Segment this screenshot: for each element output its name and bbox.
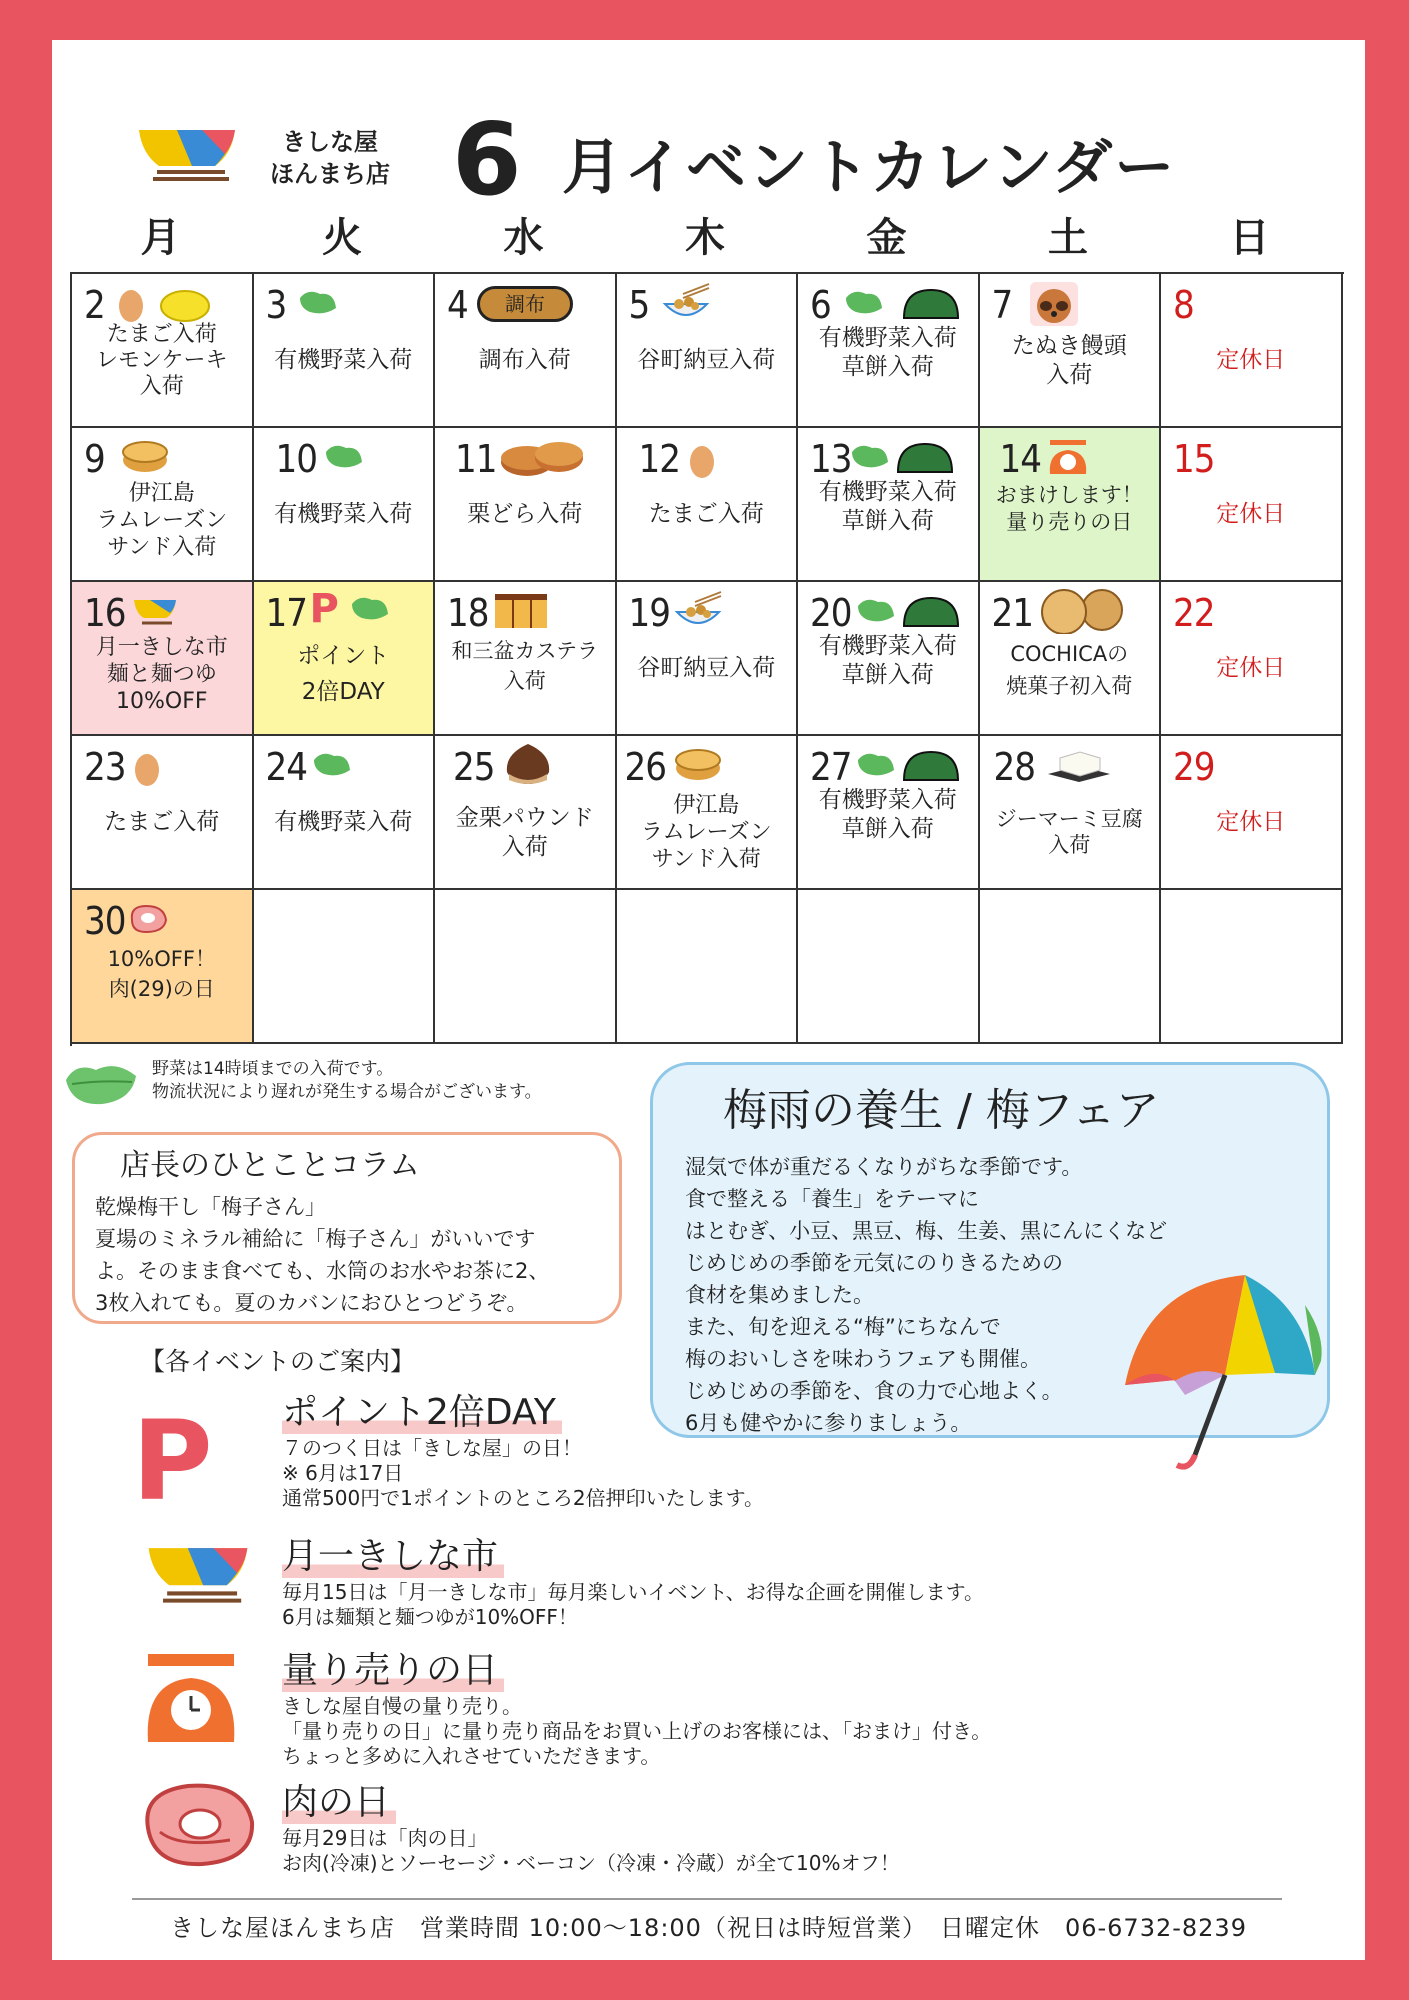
chestnut-icon xyxy=(503,742,553,786)
manager-column-box xyxy=(72,1132,622,1324)
meat-icon xyxy=(128,902,168,934)
weekday-tue: 火 xyxy=(322,215,362,261)
day-cell-24 xyxy=(254,736,436,890)
event-title-hakari: 量り売りの日 xyxy=(282,1650,504,1692)
empty-cell xyxy=(617,890,799,1044)
day-number: 11 xyxy=(455,437,497,481)
day-event-text: たまご入荷 xyxy=(104,809,220,835)
day-cell-19 xyxy=(617,582,799,736)
dorayaki-icon xyxy=(497,436,587,480)
day-number: 24 xyxy=(265,745,307,789)
cookies-icon xyxy=(1032,586,1126,634)
day-number: 10 xyxy=(275,437,317,481)
day-cell-3 xyxy=(254,274,436,428)
event-body-ichi: 毎月15日は「月一きしな市」毎月楽しいイベント、お得な企画を開催します。 6月は麺類と麺つゆが10%OFF！ xyxy=(282,1580,985,1629)
day-number: 25 xyxy=(453,745,495,789)
day-event-text: 有機野菜入荷 xyxy=(274,501,413,527)
point-p-icon: P xyxy=(309,586,339,632)
day-number: 23 xyxy=(84,745,126,789)
scale-icon xyxy=(1046,438,1090,476)
chofu-sweet-icon: 調布 xyxy=(477,286,573,322)
day-event-text: 谷町納豆入荷 xyxy=(637,347,776,373)
kusamochi-icon xyxy=(902,286,960,320)
day-event-text: 金栗パウンド 入荷 xyxy=(455,805,594,860)
day-cell-25 xyxy=(435,736,617,890)
day-number: 30 xyxy=(84,899,126,943)
weekday-mon: 月 xyxy=(140,215,181,261)
day-cell-14 xyxy=(980,428,1162,582)
day-cell-17 xyxy=(254,582,436,736)
day-number: 17 xyxy=(265,591,307,635)
day-event-text: 伊江島 ラムレーズン サンド入荷 xyxy=(96,481,228,560)
day-number: 12 xyxy=(638,437,680,481)
day-number: 27 xyxy=(810,745,852,789)
day-cell-26 xyxy=(617,736,799,890)
day-cell-16 xyxy=(72,582,254,736)
day-cell-6 xyxy=(798,274,980,428)
sandwich-cookie-icon xyxy=(673,744,723,784)
empty-cell xyxy=(254,890,436,1044)
day-event-text: ジーマーミ豆腐 入荷 xyxy=(995,807,1143,857)
lemon-icon xyxy=(158,286,212,322)
day-event-text: 有機野菜入荷 xyxy=(274,347,413,373)
meat-icon xyxy=(140,1778,258,1870)
day-cell-7 xyxy=(980,274,1162,428)
day-cell-21 xyxy=(980,582,1162,736)
day-event-text: 有機野菜入荷 草餅入荷 xyxy=(818,787,957,842)
empty-cell xyxy=(798,890,980,1044)
day-cell-4 xyxy=(435,274,617,428)
point-p-icon: P xyxy=(132,1397,213,1525)
event-title-point: ポイント2倍DAY xyxy=(282,1392,562,1434)
day-number: 9 xyxy=(84,437,105,481)
day-event-text: 有機野菜入荷 草餅入荷 xyxy=(818,325,957,380)
vegetable-icon xyxy=(856,596,896,626)
bowl-logo-icon xyxy=(144,1542,252,1614)
vegetable-note: 野菜は14時頃までの入荷です。 物流状況により遅れが発生する場合がございます。 xyxy=(152,1059,542,1102)
day-event-text: たまご入荷 レモンケーキ 入荷 xyxy=(95,322,228,399)
day-event-text: COCHICAの 焼菓子初入荷 xyxy=(1006,642,1133,698)
day-event-text: おまけします！ 量り売りの日 xyxy=(995,483,1143,534)
event-body-hakari: きしな屋自慢の量り売り。 「量り売りの日」に量り売り商品をお買い上げのお客様には、「おまけ」付き。 ちょっと多めに入れさせていただきます。 xyxy=(282,1694,992,1768)
day-cell-5 xyxy=(617,274,799,428)
day-number: 3 xyxy=(265,283,287,327)
page-title: 月イベントカレンダー xyxy=(562,133,1177,203)
day-number: 7 xyxy=(991,283,1013,327)
shop-name xyxy=(255,126,405,190)
day-number: 26 xyxy=(624,745,666,789)
event-body-niku: 毎月29日は「肉の日」 お肉(冷凍)とソーセージ・ベーコン（冷凍・冷蔵）が全て10%オフ！ xyxy=(282,1826,900,1875)
tsuyu-title: 梅雨の養生 / 梅フェア xyxy=(723,1085,1160,1136)
event-body-point: ７のつく日は「きしな屋」の日！ ※ 6月は17日 通常500円で1ポイントのところ2倍押印いたします。 xyxy=(282,1436,765,1510)
day-cell-20 xyxy=(798,582,980,736)
sandwich-cookie-icon xyxy=(120,436,170,476)
day-cell-22 xyxy=(1161,582,1343,736)
weekday-fri: 金 xyxy=(866,215,907,261)
month-number: 6 xyxy=(452,101,522,218)
event-guide-title: 【各イベントのご案内】 xyxy=(140,1347,416,1376)
weekday-wed: 水 xyxy=(503,215,544,261)
weekday-thu: 木 xyxy=(685,215,725,261)
column-title: 店長のひとことコラム xyxy=(120,1148,420,1183)
shop-name-line1: きしな屋 xyxy=(282,128,378,156)
empty-cell xyxy=(1161,890,1343,1044)
shop-logo-bowl-icon xyxy=(137,124,237,194)
day-event-text: 和三盆カステラ 入荷 xyxy=(451,639,599,693)
day-event-text: 10%OFF！ 肉(29)の日 xyxy=(107,947,216,1001)
day-event-text: 有機野菜入荷 xyxy=(274,809,413,835)
egg-icon xyxy=(687,440,717,480)
day-cell-8 xyxy=(1161,274,1343,428)
day-cell-18 xyxy=(435,582,617,736)
tsuyu-body: 湿気で体が重だるくなりがちな季節です。 食で整える「養生」をテーマに はとむぎ、小豆、黒豆、梅、生姜、黒にんにくなど じめじめの季節を元気にのりきるための 食材を集めました。 また、旬を迎える“梅”にちなんで 梅のおいしさを味わうフェアも開催。 じめじめの季節を、食の力で心地よく。 6月も健やかに参りましょう。 xyxy=(685,1155,1168,1435)
umbrella-icon xyxy=(1115,1265,1325,1475)
day-number: 28 xyxy=(993,745,1035,789)
day-cell-13 xyxy=(798,428,980,582)
vegetable-icon xyxy=(324,442,364,472)
vegetable-icon xyxy=(312,750,352,780)
vegetable-icon xyxy=(350,594,390,624)
day-cell-30 xyxy=(72,890,254,1044)
weekday-sun: 日 xyxy=(1229,215,1270,261)
day-event-text: 伊江島 ラムレーズン サンド入荷 xyxy=(640,793,772,872)
day-number: 15 xyxy=(1173,437,1215,481)
day-number: 5 xyxy=(628,283,650,327)
day-cell-23 xyxy=(72,736,254,890)
day-event-text: 栗どら入荷 xyxy=(467,501,583,527)
day-cell-29 xyxy=(1161,736,1343,890)
column-body: 乾燥梅干し「梅子さん」 夏場のミネラル補給に「梅子さん」がいいです よ。そのまま食べても、水筒のお水やお茶に2、 3枚入れても。夏のカバンにおひとつどうぞ。 xyxy=(95,1195,550,1315)
day-cell-11 xyxy=(435,428,617,582)
day-number: 6 xyxy=(810,283,831,327)
day-number: 20 xyxy=(810,591,852,635)
day-number: 22 xyxy=(1173,591,1215,635)
day-event-text: たぬき饅頭 入荷 xyxy=(1011,333,1127,388)
day-number: 4 xyxy=(447,283,468,327)
vegetable-icon xyxy=(298,288,338,318)
vegetable-icon xyxy=(850,442,890,472)
holiday-label: 定休日 xyxy=(1216,809,1286,835)
day-number: 19 xyxy=(628,591,670,635)
day-event-text: 月一きしな市 麺と麺つゆ 10%OFF xyxy=(95,635,228,714)
weekday-header xyxy=(70,208,1340,268)
day-event-text: 有機野菜入荷 草餅入荷 xyxy=(818,479,957,534)
day-event-text: 谷町納豆入荷 xyxy=(637,655,776,681)
day-cell-15 xyxy=(1161,428,1343,582)
bowl-icon xyxy=(132,596,178,628)
event-calendar-page xyxy=(52,40,1365,1960)
event-title-ichi: 月一きしな市 xyxy=(282,1536,504,1578)
kusamochi-icon xyxy=(896,440,954,474)
day-cell-27 xyxy=(798,736,980,890)
day-number: 8 xyxy=(1173,283,1194,327)
day-event-text: たまご入荷 xyxy=(648,501,764,527)
holiday-label: 定休日 xyxy=(1216,655,1286,681)
tsuyu-fair-box xyxy=(650,1062,1330,1438)
day-number: 14 xyxy=(999,437,1041,481)
vegetable-icon xyxy=(856,750,896,780)
day-event-text: ポイント 2倍DAY xyxy=(297,643,390,705)
day-number: 2 xyxy=(84,283,105,327)
egg-icon xyxy=(116,284,146,324)
day-number: 13 xyxy=(810,437,852,481)
day-number: 29 xyxy=(1173,745,1215,789)
scale-icon xyxy=(144,1652,238,1744)
day-cell-2 xyxy=(72,274,254,428)
empty-cell xyxy=(435,890,617,1044)
castella-icon xyxy=(493,590,549,630)
day-cell-28 xyxy=(980,736,1162,890)
kusamochi-icon xyxy=(902,748,960,782)
tanuki-icon xyxy=(1028,280,1080,328)
natto-icon xyxy=(661,280,711,324)
day-event-text: 調布入荷 xyxy=(478,347,571,373)
day-cell-12 xyxy=(617,428,799,582)
calendar-grid xyxy=(70,272,1344,1046)
kusamochi-icon xyxy=(902,594,960,628)
natto-icon xyxy=(673,588,723,632)
egg-icon xyxy=(132,748,162,788)
event-title-niku: 肉の日 xyxy=(282,1782,396,1824)
shop-name-line2: ほんまち店 xyxy=(270,160,390,188)
holiday-label: 定休日 xyxy=(1216,501,1286,527)
day-number: 21 xyxy=(991,591,1033,635)
footer-divider xyxy=(132,1898,1282,1900)
holiday-label: 定休日 xyxy=(1216,347,1286,373)
footer-info: きしな屋ほんまち店 営業時間 10:00〜18:00（祝日は時短営業） 日曜定休 06-6732-8239 xyxy=(170,1914,1247,1942)
lettuce-icon xyxy=(62,1060,142,1110)
day-event-text: 有機野菜入荷 草餅入荷 xyxy=(818,633,957,688)
day-number: 16 xyxy=(84,591,126,635)
day-number: 18 xyxy=(447,591,489,635)
tofu-icon xyxy=(1044,744,1114,784)
vegetable-icon xyxy=(844,288,884,318)
empty-cell xyxy=(980,890,1162,1044)
day-cell-9 xyxy=(72,428,254,582)
weekday-sat: 土 xyxy=(1048,215,1088,261)
day-cell-10 xyxy=(254,428,436,582)
